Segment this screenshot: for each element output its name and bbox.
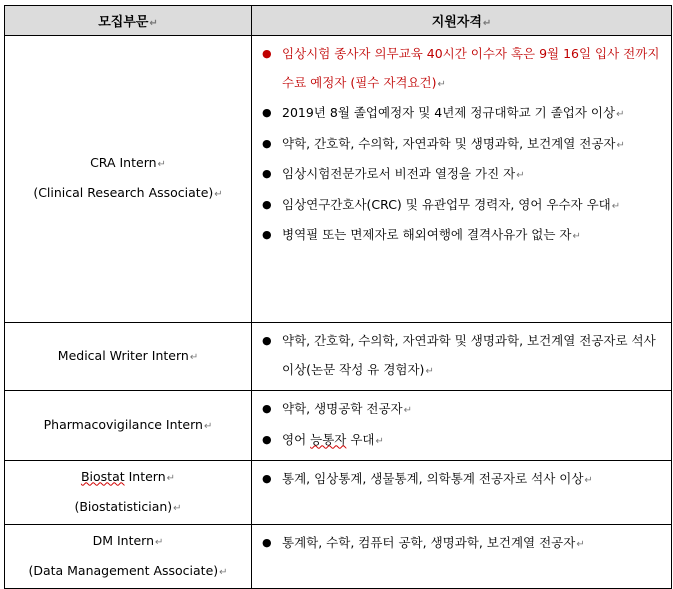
paragraph-mark: ↵ xyxy=(214,189,223,200)
paragraph-mark: ↵ xyxy=(219,566,228,578)
dept-subtitle: (Data Management Associate) xyxy=(28,562,219,578)
bullet-icon: ● xyxy=(262,334,272,347)
bullet-icon: ● xyxy=(262,136,272,150)
bullet-icon: ● xyxy=(262,106,272,119)
spellcheck-marked-text: Biostat xyxy=(80,468,125,484)
paragraph-mark: ↵ xyxy=(576,539,585,550)
quals-cell-pharmacovigilance xyxy=(252,391,672,461)
header-department-label: 모집부문 xyxy=(98,15,149,30)
header-qualifications-label: 지원자격 xyxy=(431,15,482,30)
paragraph-mark: ↵ xyxy=(189,351,199,363)
dept-cell-biostat xyxy=(5,461,252,525)
quals-cell-cra xyxy=(252,36,672,323)
dept-subtitle: (Clinical Research Associate) xyxy=(33,185,214,200)
qual-text: 약학, 생명공학 전공자 xyxy=(282,401,403,416)
qual-text: 통계, 임상통계, 생물통계, 의학통계 전공자로 석사 이상 xyxy=(282,471,584,486)
dept-cell-medical-writer xyxy=(5,323,252,391)
paragraph-mark: ↵ xyxy=(157,159,166,170)
paragraph-mark: ↵ xyxy=(616,139,625,151)
paragraph-mark: ↵ xyxy=(616,109,625,120)
qual-text: 임상시험 종사자 의무교육 40시간 이수자 혹은 9월 16일 입사 전까지 수료 예정자 (필수 자격요건) xyxy=(282,46,660,90)
quals-list xyxy=(260,40,663,252)
qual-text: 영어 xyxy=(282,431,311,447)
paragraph-mark: ↵ xyxy=(403,405,412,416)
dept-cell-cra xyxy=(5,36,252,323)
list-item xyxy=(260,130,663,161)
list-item xyxy=(260,529,663,560)
bullet-icon: ● xyxy=(262,432,272,446)
quals-list xyxy=(260,465,663,496)
dept-title: Medical Writer Intern xyxy=(57,347,189,363)
qual-text: 우대 xyxy=(346,431,375,447)
paragraph-mark: ↵ xyxy=(166,472,176,484)
bullet-icon: ● xyxy=(262,472,272,485)
paragraph-mark: ↵ xyxy=(173,502,182,514)
bullet-icon: ● xyxy=(262,402,272,415)
list-item xyxy=(260,191,663,222)
qual-text: 약학, 간호학, 수의학, 자연과학 및 생명과학, 보건계열 전공자로 석사 이상(논문 작성 유 경험자) xyxy=(282,333,656,377)
header-department xyxy=(5,6,252,36)
list-item xyxy=(260,221,663,252)
paragraph-mark: ↵ xyxy=(584,475,593,486)
qual-text: 2019년 8월 졸업예정자 및 4년제 정규대학교 기 졸업자 이상 xyxy=(282,105,616,120)
paragraph-mark: ↵ xyxy=(149,18,158,29)
list-item xyxy=(260,160,663,191)
paragraph-mark: ↵ xyxy=(516,170,525,181)
table-row-pharmacovigilance xyxy=(5,391,672,461)
dept-title: CRA Intern xyxy=(90,155,157,170)
qual-text: 병역필 또는 면제자로 해외여행에 결격사유가 없는 자 xyxy=(282,227,572,242)
quals-cell-dm xyxy=(252,525,672,589)
list-item xyxy=(260,40,663,99)
dept-subtitle: (Biostatistician) xyxy=(74,498,173,514)
quals-list xyxy=(260,395,663,456)
qual-text: 약학, 간호학, 수의학, 자연과학 및 생명과학, 보건계열 전공자 xyxy=(282,135,616,151)
qual-text: 임상시험전문가로서 비전과 열정을 가진 자 xyxy=(282,166,516,181)
dept-title: Intern xyxy=(124,468,166,484)
recruitment-table-container xyxy=(4,5,671,589)
bullet-icon: ● xyxy=(262,197,272,211)
list-item xyxy=(260,327,663,386)
paragraph-mark: ↵ xyxy=(203,420,213,432)
table-row-dm xyxy=(5,525,672,589)
dept-cell-pharmacovigilance xyxy=(5,391,252,461)
quals-cell-biostat xyxy=(252,461,672,525)
bullet-icon: ● xyxy=(262,228,272,241)
header-qualifications xyxy=(252,6,672,36)
quals-list xyxy=(260,529,663,560)
list-item xyxy=(260,395,663,426)
paragraph-mark: ↵ xyxy=(482,18,492,29)
paragraph-mark: ↵ xyxy=(572,231,581,242)
quals-list xyxy=(260,327,663,386)
list-item xyxy=(260,465,663,496)
dept-title: Pharmacovigilance Intern xyxy=(43,416,203,432)
spellcheck-marked-text: 능통자 xyxy=(310,431,347,447)
table-row-biostat xyxy=(5,461,672,525)
table-row-cra xyxy=(5,36,672,323)
bullet-icon: ● xyxy=(262,536,272,549)
paragraph-mark: ↵ xyxy=(437,78,446,90)
bullet-icon: ● xyxy=(262,47,272,60)
paragraph-mark: ↵ xyxy=(611,200,621,212)
paragraph-mark: ↵ xyxy=(375,435,384,447)
paragraph-mark: ↵ xyxy=(425,365,434,377)
dept-cell-dm xyxy=(5,525,252,589)
bullet-icon: ● xyxy=(262,167,272,180)
paragraph-mark: ↵ xyxy=(155,536,164,548)
table-row-medical-writer xyxy=(5,323,672,391)
table-header-row xyxy=(5,6,672,36)
recruitment-table xyxy=(4,5,672,589)
quals-cell-medical-writer xyxy=(252,323,672,391)
list-item xyxy=(260,426,663,457)
list-item xyxy=(260,99,663,130)
qual-text: 임상연구간호사(CRC) 및 유관업무 경력자, 영어 우수자 우대 xyxy=(282,196,611,212)
qual-text: 통계학, 수학, 컴퓨터 공학, 생명과학, 보건계열 전공자 xyxy=(282,535,576,550)
dept-title: DM Intern xyxy=(92,532,155,548)
